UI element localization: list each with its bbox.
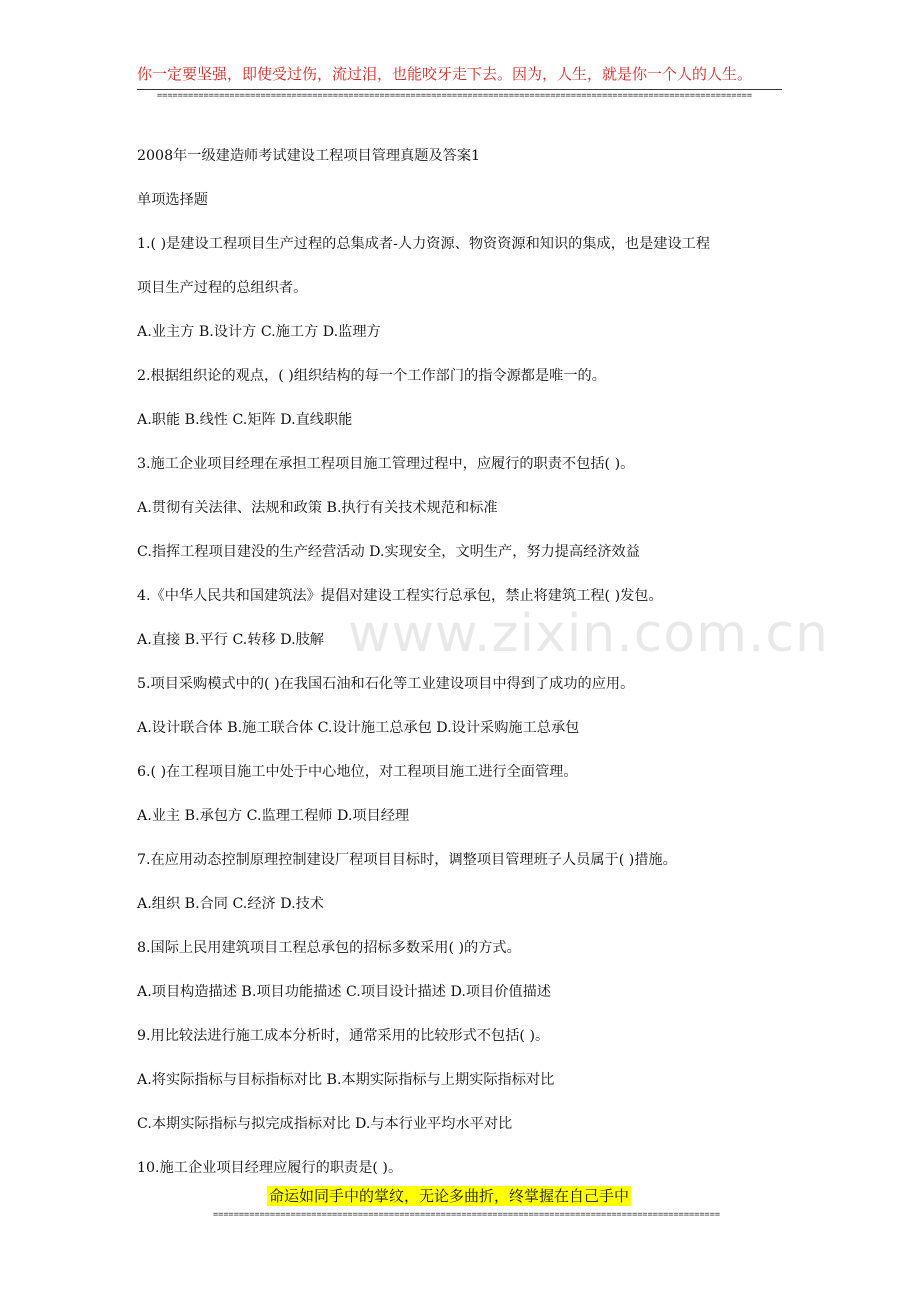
document-body bbox=[137, 142, 787, 1198]
question-2-text: 2.根据组织论的观点，( )组织结构的每一个工作部门的指令源都是唯一的。 bbox=[137, 368, 606, 384]
section-heading: 单项选择题 bbox=[137, 192, 208, 208]
question-2-options: A.职能 B.线性 C.矩阵 D.直线职能 bbox=[137, 412, 353, 428]
footer-motto: 命运如同手中的掌纹，无论多曲折，终掌握在自己手中 bbox=[269, 1187, 630, 1205]
question-1-text: 1.( )是建设工程项目生产过程的总集成者-人力资源、物资资源和知识的集成，也是建设工程 bbox=[137, 236, 711, 252]
question-6-text: 6.( )在工程项目施工中处于中心地位，对工程项目施工进行全面管理。 bbox=[137, 764, 578, 780]
document-title: 2008年一级建造师考试建设工程项目管理真题及答案1 bbox=[137, 148, 481, 164]
question-1-options: A.业主方 B.设计方 C.施工方 D.监理方 bbox=[137, 324, 381, 340]
header-motto: 你一定要坚强，即使受过伤，流过泪，也能咬牙走下去。因为，人生，就是你一个人的人生。 bbox=[137, 65, 753, 83]
header-divider bbox=[137, 89, 782, 90]
question-6-options: A.业主 B.承包方 C.监理工程师 D.项目经理 bbox=[137, 808, 410, 824]
question-8-text: 8.国际上民用建筑项目工程总承包的招标多数采用( )的方式。 bbox=[137, 940, 521, 956]
question-7-options: A.组织 B.合同 C.经济 D.技术 bbox=[137, 896, 324, 912]
question-9-options-ab: A.将实际指标与目标指标对比 B.本期实际指标与上期实际指标对比 bbox=[137, 1072, 555, 1088]
question-1-text-cont: 项目生产过程的总组织者。 bbox=[137, 280, 308, 296]
question-10-text: 10.施工企业项目经理应履行的职责是( )。 bbox=[137, 1160, 403, 1176]
question-4-options: A.直接 B.平行 C.转移 D.肢解 bbox=[137, 632, 324, 648]
question-5-options: A.设计联合体 B.施工联合体 C.设计施工总承包 D.设计采购施工总承包 bbox=[137, 720, 580, 736]
question-8-options: A.项目构造描述 B.项目功能描述 C.项目设计描述 D.项目价值描述 bbox=[137, 984, 551, 1000]
question-7-text: 7.在应用动态控制原理控制建设厂程项目目标时，调整项目管理班子人员属于( )措施。 bbox=[137, 852, 677, 868]
footer-separator: ================================================================================================== bbox=[213, 1210, 721, 1220]
watermark: www.zixin.com.cn bbox=[348, 604, 829, 664]
question-3-text: 3.施工企业项目经理在承担工程项目施工管理过程中，应履行的职责不包括( )。 bbox=[137, 456, 635, 472]
question-9-options-cd: C.本期实际指标与拟完成指标对比 D.与本行业平均水平对比 bbox=[137, 1116, 513, 1132]
header-separator: =================================================================================================================== bbox=[157, 91, 752, 101]
question-3-options-cd: C.指挥工程项目建没的生产经营活动 D.实现安全，文明生产，努力提高经济效益 bbox=[137, 544, 640, 560]
question-3-options-ab: A.贯彻有关法律、法规和政策 B.执行有关技术规范和标准 bbox=[137, 500, 498, 516]
question-4-text: 4.《中华人民共和国建筑法》提倡对建设工程实行总承包，禁止将建筑工程( )发包。 bbox=[137, 588, 663, 604]
question-5-text: 5.项目采购模式中的( )在我国石油和石化等工业建设项目中得到了成功的应用。 bbox=[137, 676, 635, 692]
question-9-text: 9.用比较法进行施工成本分析时，通常采用的比较形式不包括( )。 bbox=[137, 1028, 550, 1044]
